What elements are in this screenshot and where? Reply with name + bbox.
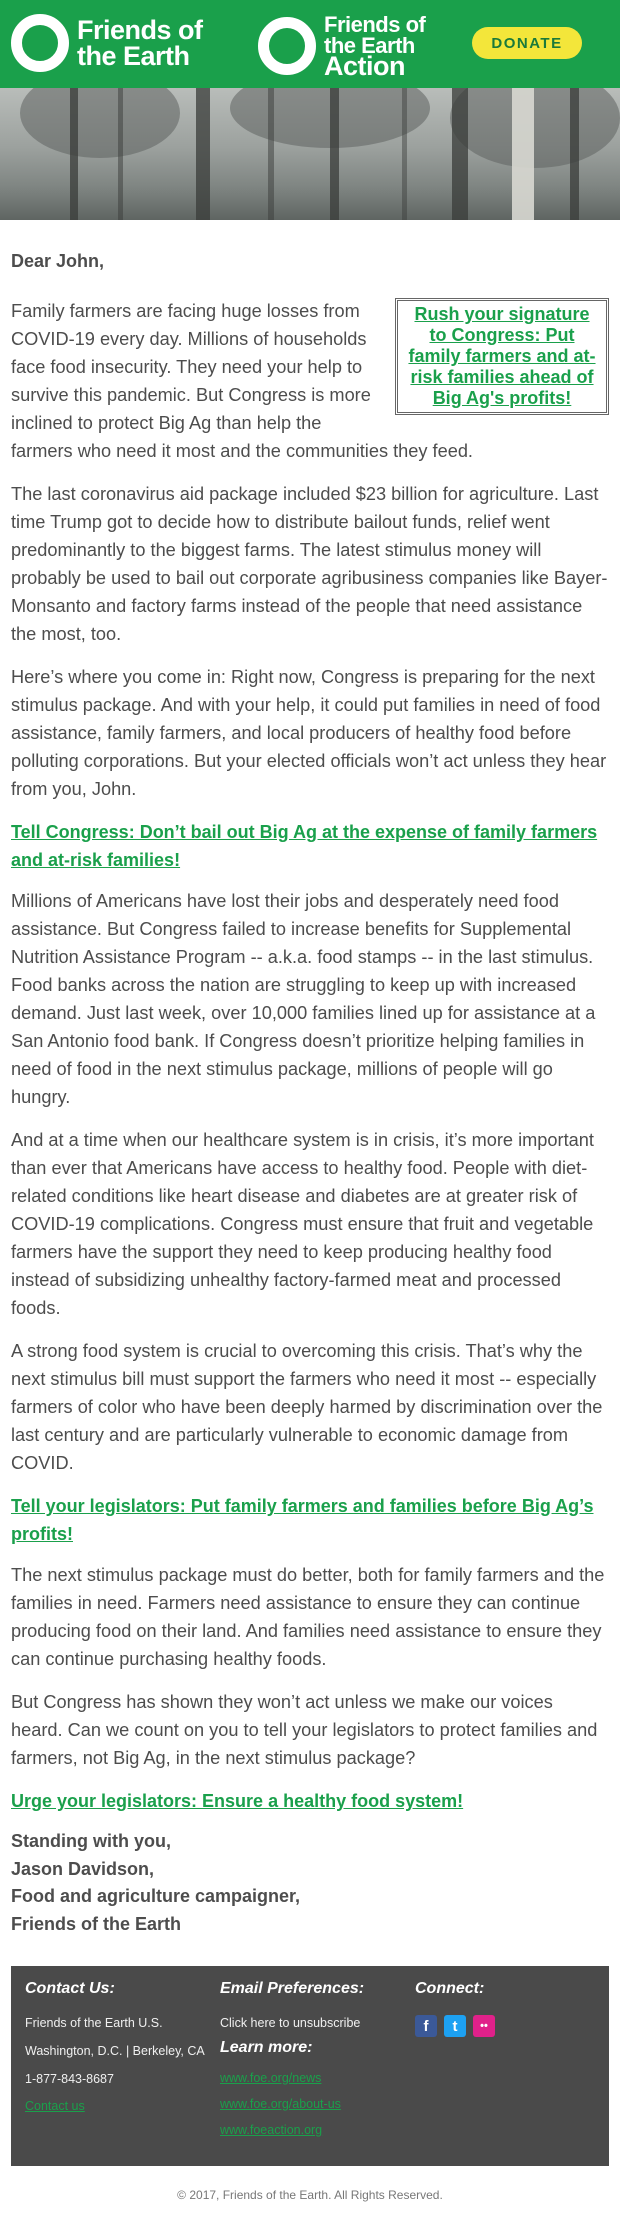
facebook-icon[interactable]: f (415, 2015, 437, 2037)
email-body (0, 251, 620, 1938)
unsubscribe-link[interactable]: Click here to unsubscribe (220, 2016, 361, 2030)
signoff-line: Jason Davidson, (11, 1858, 155, 1879)
foe-action-logo-line2: the Earth (324, 33, 415, 58)
learn-link-news[interactable]: www.foe.org/news (220, 2071, 322, 2085)
address: Washington, D.C. | Berkeley, CA (25, 2044, 205, 2058)
urge-legislators-link[interactable]: Urge your legislators: Ensure a healthy food system! (11, 1791, 464, 1811)
foe-action-logo[interactable] (258, 12, 426, 81)
body-paragraph: The last coronavirus aid package included $23 billion for agriculture. Last time Trump got to decide how to distribute bailout funds, relief went predominantly to the biggest farms. The latest stimulus money will probably be used to bail out corporate agribusiness companies like Bayer-Monsanto and factory farms instead of the people that need assistance the most, too. (11, 484, 608, 644)
donate-button[interactable]: DONATE (472, 27, 582, 59)
learn-link-action[interactable]: www.foeaction.org (220, 2123, 323, 2137)
foe-action-logo-line3: Action (324, 51, 405, 81)
contact-heading: Contact Us: (25, 1980, 115, 1997)
learn-link-about[interactable]: www.foe.org/about-us (220, 2097, 341, 2111)
copyright: © 2017, Friends of the Earth. All Rights Reserved. (177, 2188, 443, 2202)
connect-column (415, 1980, 585, 2037)
org-name: Friends of the Earth U.S. (25, 2016, 163, 2030)
email-header (0, 0, 620, 88)
foe-action-ring-icon (258, 17, 316, 75)
greeting: Dear John, (11, 251, 105, 271)
preferences-heading: Email Preferences: (220, 1980, 365, 1997)
flickr-icon[interactable]: •• (473, 2015, 495, 2037)
signoff-line: Food and agriculture campaigner, (11, 1886, 301, 1906)
body-paragraph: Here’s where you come in: Right now, Congress is preparing for the next stimulus package. And with your help, it could put families in need of food assistance, family farmers, and local producers of healthy food before polluting corporations. But your elected officials won’t act unless they hear from you, John. (11, 667, 607, 799)
callout-box (395, 298, 609, 415)
twitter-icon[interactable]: t (444, 2015, 466, 2037)
contact-us-link[interactable]: Contact us (25, 2099, 85, 2113)
body-paragraph: The next stimulus package must do better, both for family farmers and the families in need. Farmers need assistance to ensure they can continue producing food on their land. And families need assistance to ensure they can continue purchasing healthy foods. (11, 1565, 605, 1669)
foe-logo-line2: the Earth (77, 41, 190, 71)
tell-legislators-link[interactable]: Tell your legislators: Put family farmers and families before Big Ag’s profits! (11, 1496, 594, 1544)
body-paragraph: Family farmers are facing huge losses from COVID-19 every day. Millions of households face food insecurity. They need your help to survive this pandemic. But Congress is more inclined to protect Big Ag than help the farmers who need it most and the communities they feed. (11, 301, 473, 461)
signoff-line: Standing with you, (11, 1831, 171, 1851)
body-paragraph: And at a time when our healthcare system is in crisis, it’s more important than ever that Americans have access to healthy food. People with diet-related conditions like heart disease and diabetes are at greater risk of COVID-19 complications. Congress must ensure that fruit and vegetable farmers have the support they need to keep producing healthy food instead of subsidizing unhealthy factory-farmed meat and processed foods. (11, 1130, 594, 1318)
body-paragraph: But Congress has shown they won’t act unless we make our voices heard. Can we count on you to tell your legislators to protect families and farmers, not Big Ag, in the next stimulus package? (11, 1692, 598, 1768)
connect-heading: Connect: (415, 1980, 485, 1997)
signoff-line: Friends of the Earth (11, 1913, 182, 1934)
foe-action-logo-line1: Friends of (324, 12, 426, 37)
learn-more-heading: Learn more: (220, 2039, 313, 2056)
hero-forest-image (0, 88, 620, 220)
signature (11, 1828, 609, 1938)
body-paragraph: Millions of Americans have lost their jobs and desperately need food assistance. But Congress failed to increase benefits for Supplemental Nutrition Assistance Program -- a.k.a. food stamps -- in the last stimulus. Food banks across the nation are struggling to keep up with increased demand. Just last week, over 10,000 families lined up for assistance at a San Antonio food bank. If Congress doesn’t prioritize helping families in need of food in the next stimulus package, millions of people will go hungry. (11, 891, 596, 1107)
email-footer (11, 1966, 609, 2166)
body-paragraph: A strong food system is crucial to overcoming this crisis. That’s why the next stimulus bill must support the farmers who need it most -- especially farmers of color who have been deeply harmed by discrimination over the last century and are particularly vulnerable to economic damage from COVID. (11, 1341, 603, 1473)
foe-logo-line1: Friends of (77, 15, 203, 45)
foe-ring-icon (11, 14, 69, 72)
phone: 1-877-843-8687 (25, 2072, 114, 2086)
tell-congress-link[interactable]: Tell Congress: Don’t bail out Big Ag at the expense of family farmers and at-risk families! (11, 822, 598, 870)
foe-logo[interactable] (11, 14, 203, 72)
contact-column (25, 1980, 205, 2125)
callout-petition-link[interactable]: Rush your signature to Congress: Put family farmers and at-risk families ahead of Big Ag's profits! (408, 304, 596, 408)
preferences-column (220, 1980, 400, 2149)
